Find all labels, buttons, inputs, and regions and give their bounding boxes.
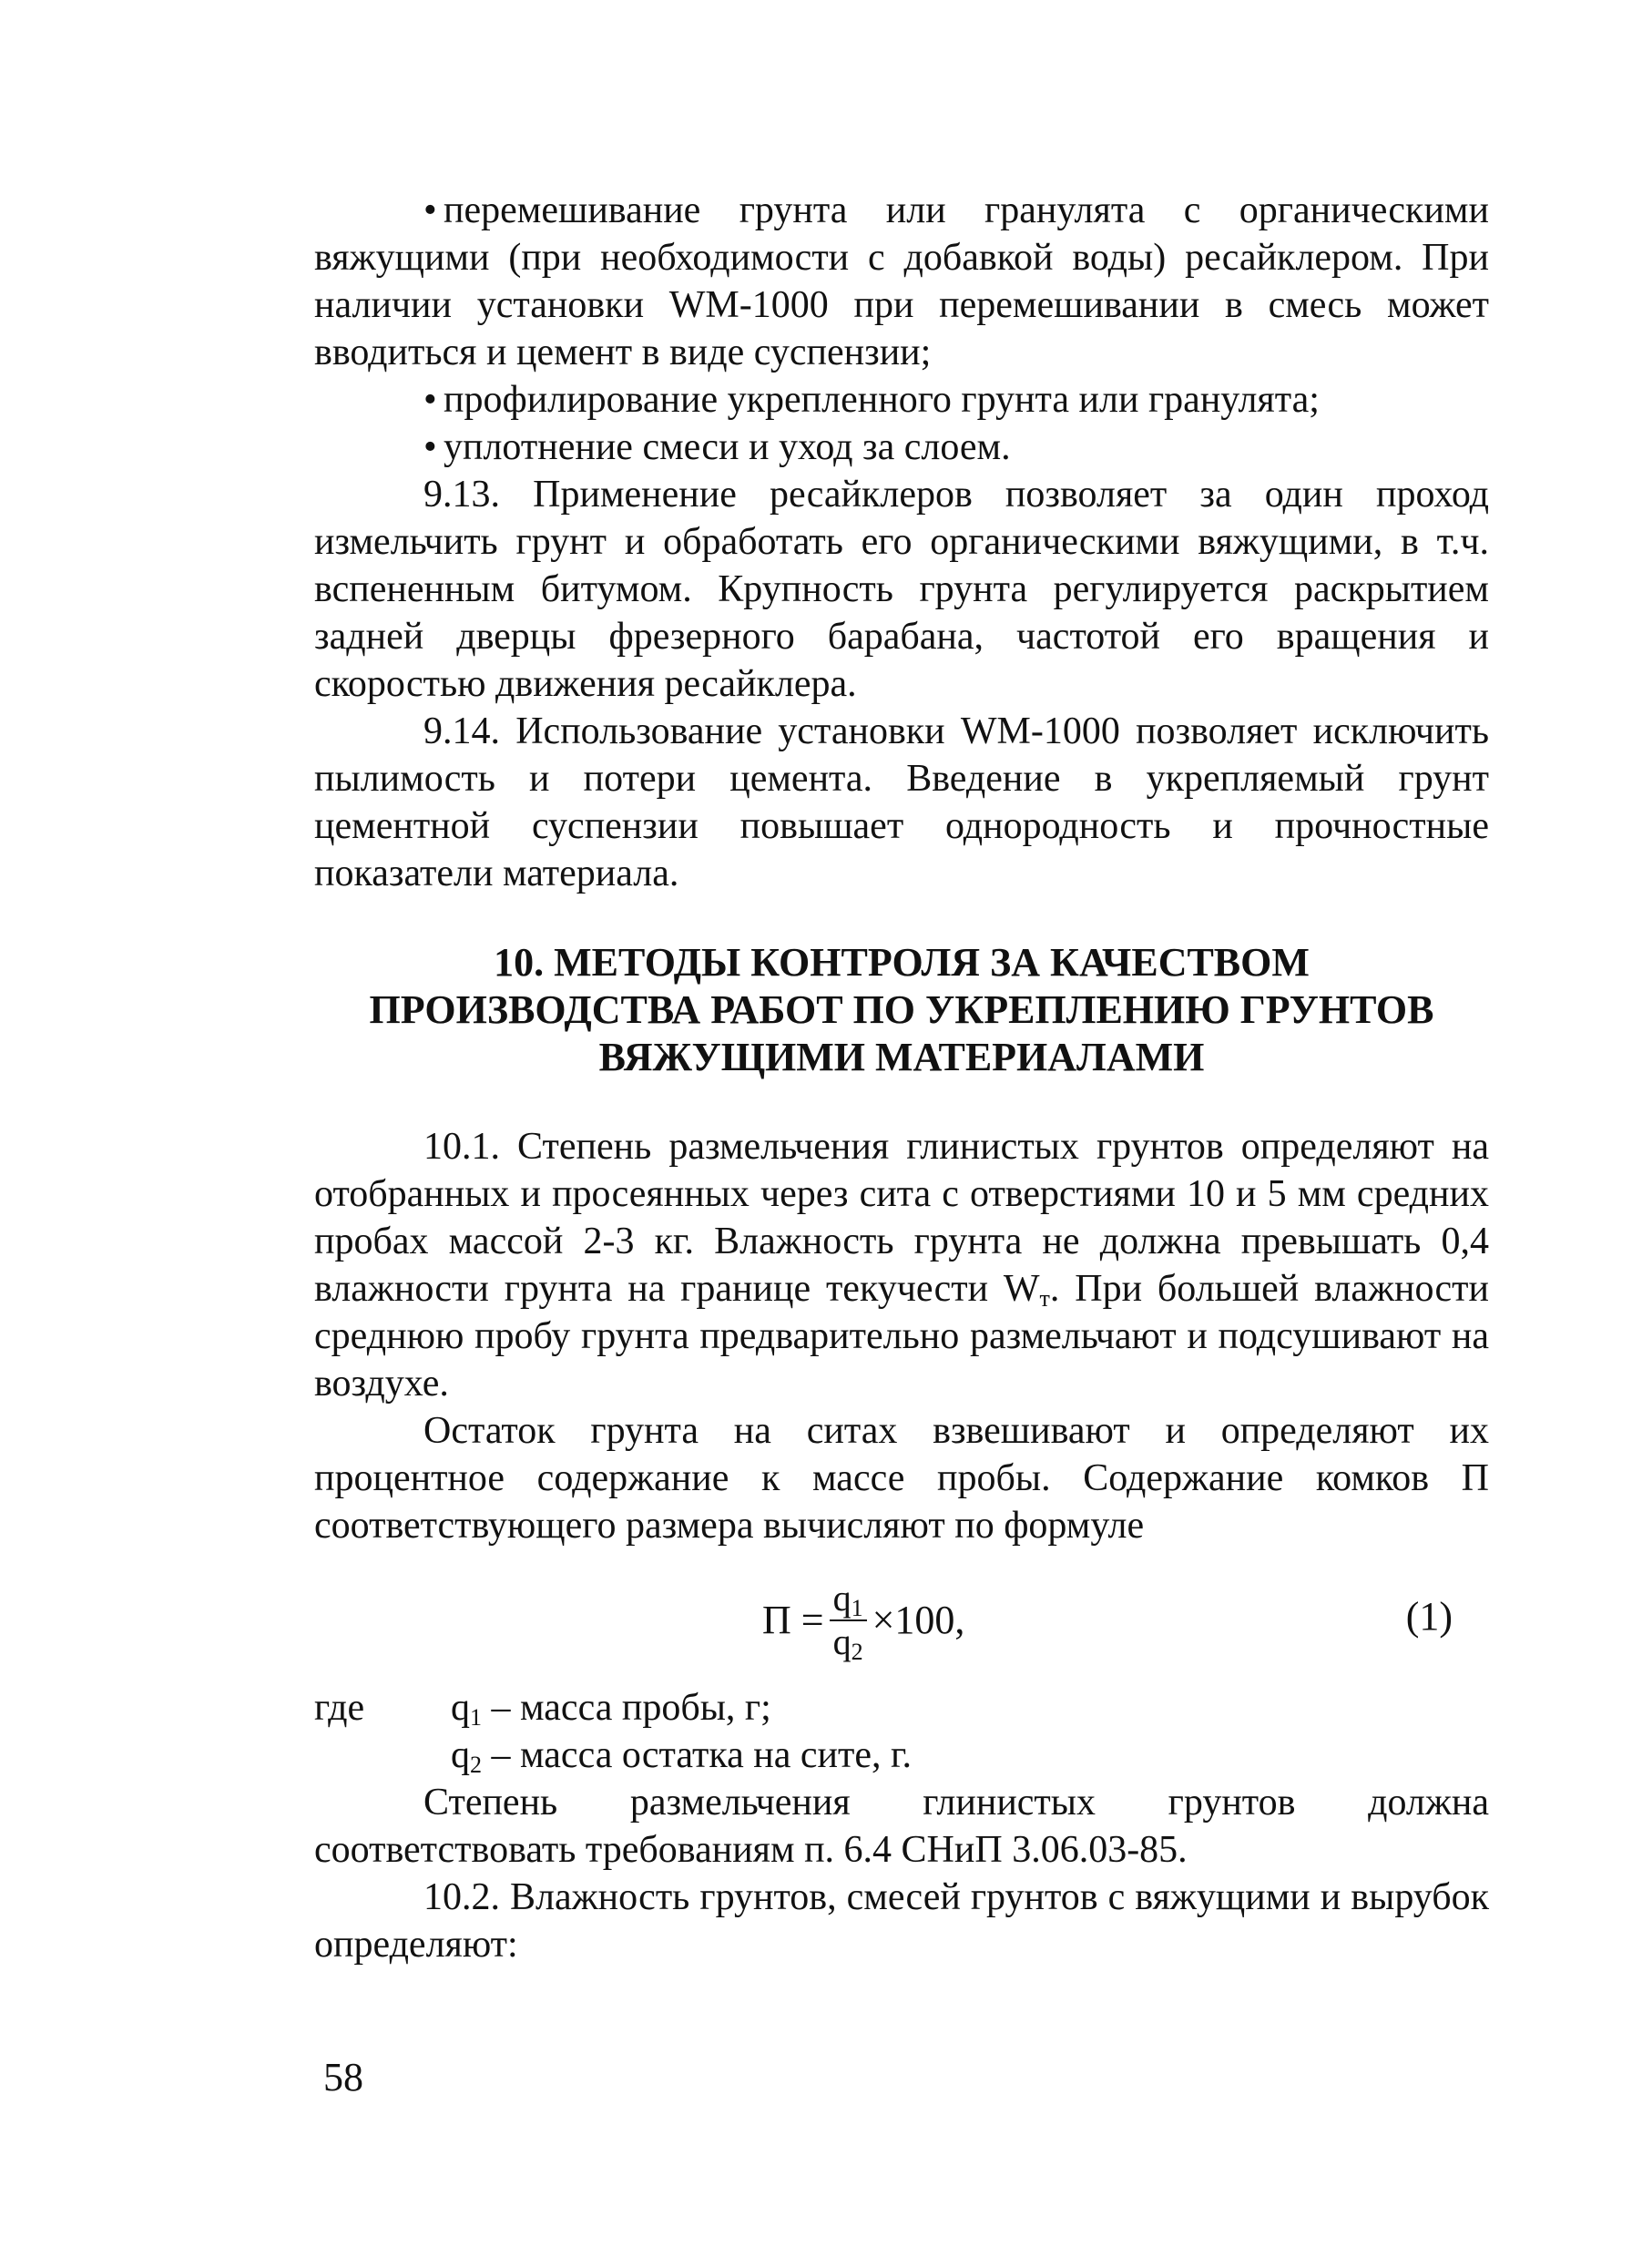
bullet-text: уплотнение смеси и уход за слоем. <box>444 426 1011 468</box>
section-title <box>314 939 1489 1081</box>
where-row-q1 <box>314 1684 1489 1732</box>
denominator-symbol: q <box>832 1621 852 1662</box>
formula-lhs: П = <box>762 1598 824 1642</box>
section-title-line-1: 10. МЕТОДЫ КОНТРОЛЯ ЗА КАЧЕСТВОМ <box>494 940 1310 985</box>
numerator-subscript: 1 <box>851 1595 863 1621</box>
where-def-q2 <box>451 1732 1489 1779</box>
paragraph-degree: Степень размельчения глинистых грунтов должна соответствовать требованиям п. 6.4 СНиП 3.06.03-85. <box>314 1782 1489 1871</box>
paragraph-10-1 <box>314 1123 1489 1407</box>
paragraph-10-2: 10.2. Влажность грунтов, смесей грунтов с вяжущими и вырубок определяют: <box>314 1876 1489 1966</box>
equation-number: (1) <box>1405 1594 1453 1639</box>
q2-symbol: q <box>451 1734 470 1776</box>
where-row-q2 <box>314 1732 1489 1779</box>
where-def-q1 <box>451 1684 1489 1732</box>
paragraph-10-1-text-cont: . При большей влажности среднюю пробу грунта предварительно размельчают и подсушивают на воздухе. <box>314 1268 1490 1405</box>
q1-subscript: 1 <box>470 1704 482 1731</box>
formula-fraction <box>830 1578 867 1663</box>
bullet-text: перемешивание грунта или гранулята с органическими вяжущими (при необходимости с добавкой воды) ресайклером. При наличии установки WM-1000 при перемешивании в смесь может вводиться и цемент в виде суспензии; <box>314 189 1489 373</box>
bullet-icon: • <box>423 379 437 421</box>
paragraph-10-1-text: 10.1. Степень размельчения глинистых грунтов определяют на отобранных и просеянных через сита с отверстиями 10 и 5 мм средних пробах массой 2-3 кг. Влажность грунта не должна превышать 0,4 влажности грунта на границе текучести W <box>314 1126 1489 1310</box>
formula-1 <box>314 1566 1489 1684</box>
bullet-item-profiling <box>314 376 1489 424</box>
q1-symbol: q <box>451 1687 470 1729</box>
formula-numerator <box>830 1578 867 1621</box>
section-title-line-2: ПРОИЗВОДСТВА РАБОТ ПО УКРЕПЛЕНИЮ ГРУНТОВ <box>369 987 1434 1032</box>
formula-rhs: ×100, <box>872 1598 965 1642</box>
bullet-item-compaction <box>314 424 1489 471</box>
where-label: где <box>314 1687 365 1729</box>
section-title-line-3: ВЯЖУЩИМИ МАТЕРИАЛАМИ <box>598 1035 1205 1079</box>
q1-text: – масса пробы, г; <box>482 1687 771 1729</box>
where-label-empty <box>314 1732 451 1779</box>
page-number: 58 <box>323 2055 363 2099</box>
bullet-icon: • <box>423 426 437 468</box>
q2-subscript: 2 <box>470 1752 482 1778</box>
paragraph-9-13: 9.13. Применение ресайклеров позволяет за один проход измельчить грунт и обработать его органическими вяжущими, в т.ч. вспененным битумом. Крупность грунта регулируется раскрытием задней дверцы фрезерного барабана, частотой его вращения и скоростью движения ресайклера. <box>314 474 1489 705</box>
subscript-t: т <box>1039 1285 1050 1312</box>
document-page <box>314 187 1489 1968</box>
denominator-subscript: 2 <box>851 1639 863 1665</box>
bullet-icon: • <box>423 189 437 231</box>
bullet-text: профилирование укрепленного грунта или гранулята; <box>444 379 1320 421</box>
q2-text: – масса остатка на сите, г. <box>482 1734 912 1776</box>
formula-expression <box>762 1566 964 1675</box>
paragraph-residue: Остаток грунта на ситах взвешивают и определяют их процентное содержание к массе пробы. Содержание комков П соответствующего размера вычисляют по формуле <box>314 1410 1489 1547</box>
formula-denominator <box>830 1621 867 1663</box>
paragraph-9-14: 9.14. Использование установки WM-1000 позволяет исключить пылимость и потери цемента. Введение в укрепляемый грунт цементной суспензии повышает однородность и прочностные показатели материала. <box>314 710 1489 894</box>
bullet-item-mixing <box>314 187 1489 376</box>
numerator-symbol: q <box>832 1578 852 1619</box>
